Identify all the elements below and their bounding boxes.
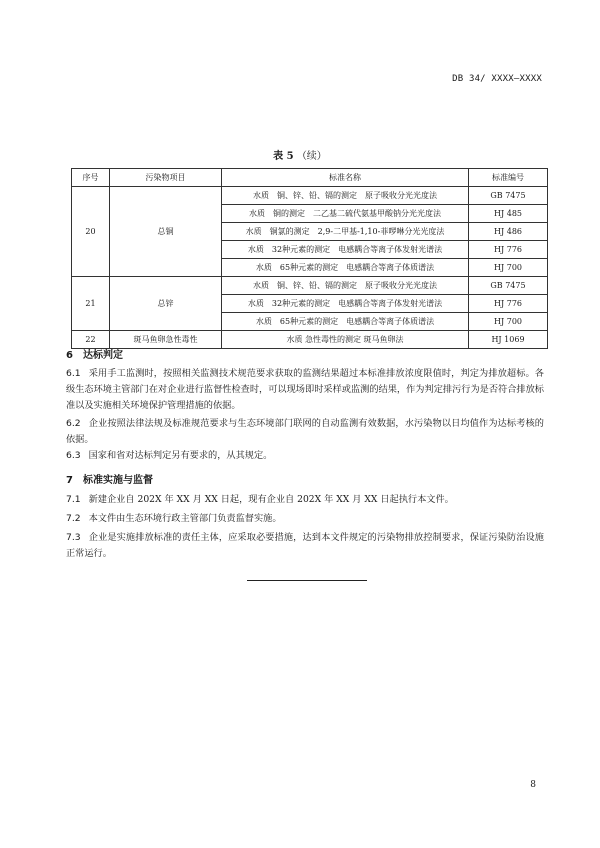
row-standard-name: 水质 32种元素的测定 电感耦合等离子体发射光谱法: [222, 295, 469, 313]
paragraph-6-2: [66, 416, 544, 448]
clause-number: 6.3: [66, 450, 81, 461]
row-standard-code: GB 7475: [469, 277, 548, 295]
table-title: [0, 147, 600, 162]
row-standard-code: HJ 700: [469, 313, 548, 331]
row-standard-code: HJ 486: [469, 223, 548, 241]
row-standard-name: 水质 铜氯的测定 2,9-二甲基-1,10-菲啰啉分光光度法: [222, 223, 469, 241]
clause-text: 本文件由生态环境行政主管部门负责监督实施。: [88, 513, 282, 524]
section-6-heading: [66, 346, 133, 361]
paragraph-6-1: [66, 366, 544, 414]
header-standard-name: 标准名称: [222, 169, 469, 187]
row-standard-name: 水质 铜、锌、铅、镉的测定 原子吸收分光光度法: [222, 187, 469, 205]
clause-text: 新建企业自 202X 年 XX 月 XX 日起，现有企业自 202X 年 XX 月 XX 日起执行本文件。: [88, 494, 454, 505]
table-row: [72, 331, 548, 349]
clause-number: 6.2: [66, 418, 81, 429]
row-standard-code: HJ 1069: [469, 331, 548, 349]
paragraph-7-1: [66, 492, 544, 508]
clause-number: 7.3: [66, 532, 81, 543]
clause-number: 6.1: [66, 368, 81, 379]
row-no: 22: [72, 331, 110, 349]
table-row: [72, 277, 548, 295]
table-title-suffix: （续）: [296, 151, 327, 162]
row-standard-code: HJ 700: [469, 259, 548, 277]
clause-text: 采用手工监测时，按照相关监测技术规范要求获取的监测结果超过本标准排放浓度限值时，判定为排放超标。各级生态环境主管部门在对企业进行监督性检查时，可以现场即时采样或监测的结果，作为判定排污行为是否符合排放标准以及实施相关环境保护管理措施的依据。: [66, 368, 544, 411]
section-7-number: 7: [66, 475, 73, 486]
clause-text: 企业按照法律法规及标准规范要求与生态环境部门联网的自动监测有效数据，水污染物以日均值作为达标考核的依据。: [66, 418, 544, 445]
row-no: 21: [72, 277, 110, 331]
row-standard-code: GB 7475: [469, 187, 548, 205]
clause-text: 企业是实施排放标准的责任主体，应采取必要措施，达到本文件规定的污染物排放控制要求，保证污染防治设施正常运行。: [66, 532, 544, 559]
row-item: 总锌: [110, 277, 222, 331]
row-standard-code: HJ 776: [469, 295, 548, 313]
row-standard-code: HJ 485: [469, 205, 548, 223]
page-number: 8: [530, 780, 536, 790]
paragraph-7-2: [66, 511, 544, 527]
section-7-heading: [66, 471, 163, 486]
clause-number: 7.2: [66, 513, 81, 524]
table-header-row: [72, 169, 548, 187]
document-code: DB 34/ XXXX—XXXX: [452, 74, 542, 84]
end-of-document-rule: [247, 580, 367, 581]
row-standard-name: 水质 65种元素的测定 电感耦合等离子体质谱法: [222, 259, 469, 277]
clause-text: 国家和省对达标判定另有要求的，从其规定。: [88, 450, 273, 461]
section-6-number: 6: [66, 350, 73, 361]
row-item: 总铜: [110, 187, 222, 277]
row-standard-name: 水质 32种元素的测定 电感耦合等离子体发射光谱法: [222, 241, 469, 259]
table-row: [72, 187, 548, 205]
header-standard-code: 标准编号: [469, 169, 548, 187]
row-standard-code: HJ 776: [469, 241, 548, 259]
clause-number: 7.1: [66, 494, 81, 505]
row-no: 20: [72, 187, 110, 277]
row-standard-name: 水质 铜、锌、铅、镉的测定 原子吸收分光光度法: [222, 277, 469, 295]
section-6-title: 达标判定: [82, 350, 123, 361]
row-standard-name: 水质 急性毒性的测定 斑马鱼卵法: [222, 331, 469, 349]
standards-table: [71, 168, 548, 349]
header-no: 序号: [72, 169, 110, 187]
row-standard-name: 水质 铜的测定 二乙基二硫代氨基甲酸钠分光光度法: [222, 205, 469, 223]
row-item: 斑马鱼卵急性毒性: [110, 331, 222, 349]
paragraph-6-3: [66, 448, 544, 464]
table-title-label: 表 5: [273, 151, 294, 162]
header-item: 污染物项目: [110, 169, 222, 187]
paragraph-7-3: [66, 530, 544, 562]
row-standard-name: 水质 65种元素的测定 电感耦合等离子体质谱法: [222, 313, 469, 331]
section-7-title: 标准实施与监督: [82, 475, 153, 486]
